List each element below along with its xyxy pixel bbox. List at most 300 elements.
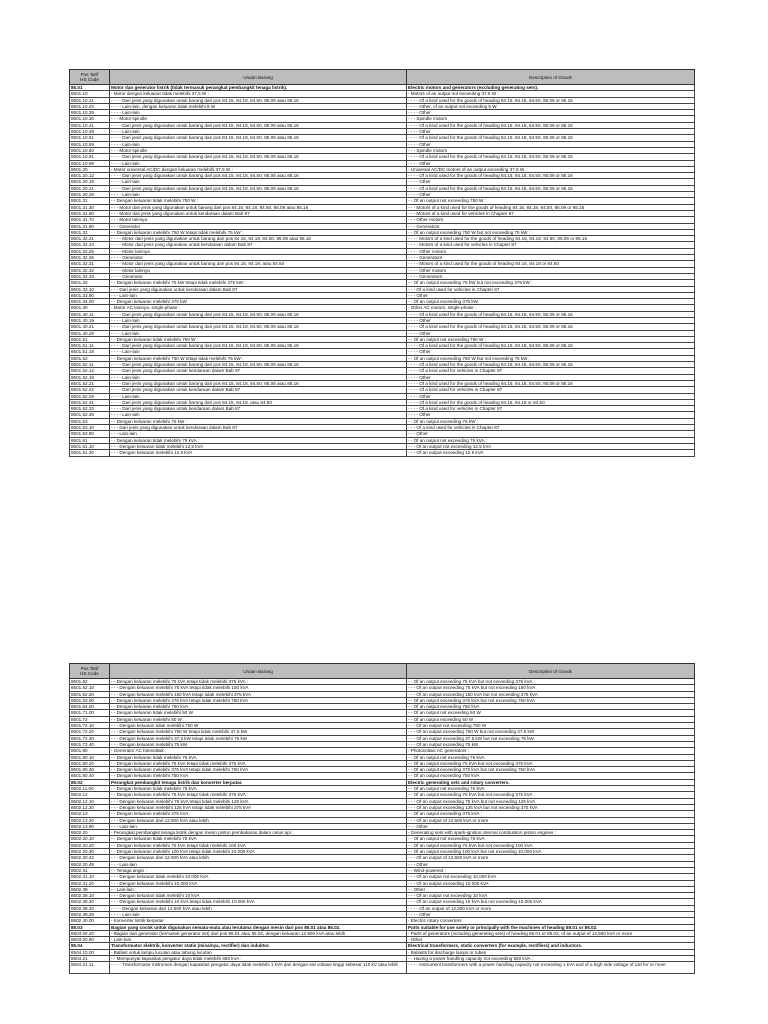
uraian-barang-cell: - - - - Lain-lain [110,179,407,185]
hs-code-cell: 8501.72.30 [70,735,110,741]
hs-code-cell: 8502.13 [70,811,110,817]
description-cell: - - - Spindle motors [407,116,695,122]
description-cell: - - - Of a kind used for vehicles in Chapter 87 [407,425,695,431]
tariff-sheet-page-1 [69,69,694,457]
hs-code-cell: 8501.10.49 [70,129,110,135]
description-cell: - - Of an output exceeding 750 W but not exceeding 75 kW : [407,229,695,235]
uraian-barang-cell: - - - Dengan keluaran melebihi 75 kW [110,741,407,747]
hs-code-cell: 8501.51 [70,336,110,342]
description-cell: - - Of an output exceeding 75 kW : [407,418,695,424]
description-cell: - - - - Of a kind used for the goods of heading 84.15, 84.18, 84.50, 85.09 or 85.16 [407,311,695,317]
uraian-barang-cell: - - - - Dari jenis yang digunakan untuk kendaraan dalam Bab 87 [110,406,407,412]
uraian-barang-cell: - - - - Dari jenis yang digunakan untuk barang dari pos 84.15, 84.18, 84.50, 85.09 atau 85.16 [110,135,407,141]
uraian-barang-cell: - - - Dengan keluaran tidak melebihi 12,5 kVA [110,443,407,449]
uraian-barang-cell: - - Lain-lain : [110,886,407,892]
hs-code-cell: 8502.13.20 [70,817,110,823]
hs-code-cell: 8501.31.80 [70,223,110,229]
uraian-barang-cell: - - - - Dari jenis yang digunakan untuk kendaraan dalam Bab 87 [110,368,407,374]
hs-code-cell: 8502.13.90 [70,823,110,829]
description-cell: - - Other : [407,886,695,892]
description-cell: - - Wind-powered : [407,867,695,873]
hs-code-cell: 8501.52.21 [70,380,110,386]
uraian-barang-cell: - - Dengan keluaran tidak melebihi 750 W : [110,198,407,204]
description-cell: - Other [407,937,695,943]
hs-code-cell: 8501.32.31 [70,261,110,267]
hs-code-cell: 8502.20.30 [70,849,110,855]
description-cell: - - - - Motors of a kind used for the goods of heading 84.15, 84.18, 84.50, 85.09 or 85.16 [407,236,695,242]
description-cell: Electric motors and generators (excluding generating sets). [407,85,695,91]
description-cell: - - - - Of a kind used for the goods of heading 84.15, 84.18, 84.50, 85.09 or 85.16 [407,324,695,330]
uraian-barang-cell: - Lain-lain [110,937,407,943]
description-cell: - - - - Other motors [407,248,695,254]
uraian-barang-cell: - - - Dengan keluaran melebihi 12,5 kVA [110,450,407,456]
uraian-barang-cell: - - Dengan keluaran melebihi 750 W tetapi tidak melebihi 75 kW : [110,229,407,235]
hs-code-cell: 8501.72.10 [70,723,110,729]
uraian-barang-cell: - - - - Lain-lain [110,160,407,166]
description-cell: - - - Of an output not exceeding 12.5 kVA [407,443,695,449]
uraian-barang-cell: - - - - Dari jenis yang digunakan untuk barang dari pos 84.15, 84.18, 84.50, 85.09 atau 85.16 [110,185,407,191]
description-cell: - - - Of an output exceeding 10,000 kVA [407,880,695,886]
description-cell: - - Of an output exceeding 75 kVA but not exceeding 375 kVA [407,760,695,766]
description-cell: - - - - Of a kind used for the goods of heading 84.15, 84.18, 84.50, 85.09 or 85.16 [407,343,695,349]
description-cell: - - Of an output exceeding 375 kW [407,299,695,305]
uraian-barang-cell: - - - - Dengan keluaran dari 12.500 kVA atau lebih [110,905,407,911]
hs-code-cell: 8504.10.00 [70,949,110,955]
hs-code-cell: 8502.39 [70,886,110,892]
hs-code-cell: 8501.31.70 [70,217,110,223]
description-cell: - Electric rotary converters [407,918,695,924]
description-cell: - - - - Motors of a kind used for the goods of heading 84.15, 84.18 or 84.50 [407,261,695,267]
hs-code-cell: 8501.52.12 [70,368,110,374]
uraian-barang-cell: - - Dengan keluaran tidak melebihi 75 kVA [110,786,407,792]
description-cell: - Motors of an output not exceeding 37.5 W : [407,91,695,97]
description-cell: - Generating sets with spark-ignition internal combustion piston engines : [407,830,695,836]
uraian-barang-cell: - - - - Dari jenis yang digunakan untuk kendaraan dalam Bab 87 [110,387,407,393]
description-cell: - - Of an output exceeding 750 kVA [407,773,695,779]
hs-code-cell: 8501.10.51 [70,135,110,141]
hs-code-cell: 8501.20.21 [70,185,110,191]
hs-code-cell: 8501.20.12 [70,173,110,179]
uraian-barang-cell: - - - Motor lainnya [110,217,407,223]
header-description-of-goods: Description of Goods [407,664,695,679]
hs-code-cell: 8501.10.30 [70,116,110,122]
description-cell: - - - - Of a kind used for the goods of heading 84.15, 84.18, 84.50, 85.09 or 85.16 [407,362,695,368]
uraian-barang-cell: - Bagian dari generator (termasuk generator set) dari pos 85.01 atau 85.02, dengan keluaran 12.500 kVA atau lebih [110,930,407,936]
hs-code-cell: 8501.52.32 [70,406,110,412]
uraian-barang-cell: - - - Dengan keluaran melebihi 125 kVA tetapi tidak melebihi 375 kVA [110,804,407,810]
hs-code-cell: 8502.20.10 [70,836,110,842]
description-cell: - - - - Other [407,179,695,185]
description-cell: - - Of an output exceeding 375 kVA but not exceeding 750 kVA [407,767,695,773]
uraian-barang-cell: - - - Lain-lain [110,431,407,437]
hs-code-cell: 8501.10.21 [70,97,110,103]
hs-code-cell: 8501.52.22 [70,387,110,393]
description-cell: - - - - Generators [407,255,695,261]
uraian-barang-cell: - - Dengan keluaran tidak melebihi 50 W [110,710,407,716]
description-cell: - - Of an output exceeding 750 kVA [407,704,695,710]
description-cell: - - - Of an output not exceeding 10 kVA [407,893,695,899]
hs-code-cell: 8501.31 [70,198,110,204]
description-cell: - - Of an output exceeding 75 kW but not exceeding 375 kW : [407,280,695,286]
hs-code-cell: 85.02 [70,779,110,785]
description-cell: - - - Other [407,823,695,829]
uraian-barang-cell: - - Dengan keluaran melebihi 75 kVA tetapi tidak melebihi 100 kVA [110,842,407,848]
description-cell: - Parts of generators (including generating sets) of heading 85.01 or 85.02, of an output of 12,500 kVA or more [407,930,695,936]
hs-code-cell: 8501.10.99 [70,160,110,166]
description-cell: - - - Motors of a kind used for vehicles in Chapter 87 [407,210,695,216]
description-cell: - - - Of an output exceeding 75 kVA but not exceeding 150 kVA [407,685,695,691]
description-cell: - - Of an output exceeding 75 kVA but not exceeding 375 kVA : [407,679,695,685]
hs-code-cell: 8502.20.20 [70,842,110,848]
hs-code-cell: 8501.80.10 [70,754,110,760]
uraian-barang-cell: - - - - Lain-lain [110,110,407,116]
description-cell: - - Of an output not exceeding 750 W : [407,198,695,204]
uraian-barang-cell: - - - - Lain-lain [110,141,407,147]
description-cell: - - - Of an output exceeding 75 kW [407,741,695,747]
uraian-barang-cell: - - - Dengan keluaran melebihi 150 kVA tetapi tidak melebihi 375 kVA [110,691,407,697]
description-cell: - - - - Of a kind used for vehicles in Chapter 87 [407,387,695,393]
hs-code-cell: 8501.34.00 [70,299,110,305]
hs-code-cell: 8501.51.11 [70,343,110,349]
uraian-barang-cell: - - Dengan keluaran melebihi 750 kVA [110,704,407,710]
hs-code-cell: 8501.20 [70,166,110,172]
uraian-barang-cell: - - - - Lain-lain, dengan keluaran tidak melebihi 5 W [110,103,407,109]
uraian-barang-cell: - - - - Dari jenis yang digunakan untuk barang dari pos 84.15, 84.18, atau 84.50 [110,399,407,405]
uraian-barang-cell: - - - - Motor dari jenis yang digunakan untuk kendaraan dalam Bab 87 [110,242,407,248]
hs-code-cell: 8502.31.20 [70,880,110,886]
uraian-barang-cell: - - - - Dari jenis yang digunakan untuk barang dari pos 84.15, 84.18, 84.50, 85.09 atau 85.16 [110,154,407,160]
uraian-barang-cell: Transformator elektrik, konverter statis (misalnya, rectifier) dan induktor. [110,943,407,949]
hs-code-cell: 8501.72.20 [70,729,110,735]
tariff-sheet-page-2 [69,663,694,974]
description-cell: - - Of an output not exceeding 50 W [407,710,695,716]
description-cell: - - - - Of a kind used for the goods of heading 84.15, 84.18, 84.50, 85.09 or 85.16 [407,135,695,141]
hs-code-cell: 8502.31 [70,867,110,873]
hs-code-cell: 8501.10 [70,91,110,97]
uraian-barang-cell: - Perangkat pembangkit tenaga listrik dengan mesin piston pembakaran dalam cetus api : [110,830,407,836]
hs-code-cell: 8504.21 [70,956,110,962]
description-cell: - - - - Instrument transformers with a power handling capacity not exceeding 1 kVA and of a high side voltage of 110 kV or more [407,962,695,974]
uraian-barang-cell: - - - - Dari jenis yang digunakan untuk barang dari pos 84.15, 84.18, 84.50, 85.09 atau 85.16 [110,173,407,179]
uraian-barang-cell: - - Dengan keluaran melebihi 75 kW : [110,418,407,424]
description-cell: - - - Of an output not exceeding 750 W [407,723,695,729]
description-cell: - - - Other [407,861,695,867]
hs-code-cell: 8502.12 [70,792,110,798]
description-cell: - - - Of a kind used for vehicles in Chapter 87 [407,286,695,292]
uraian-barang-cell: - - - Dengan keluaran melebihi 10 kVA tetapi tidak melebihi 10.000 kVA [110,899,407,905]
uraian-barang-cell: - - - - Dari jenis yang digunakan untuk barang dari pos 84.15, 84.18, 84.50, 85.09 atau 85.16 [110,324,407,330]
hs-code-cell: 8501.51.19 [70,349,110,355]
hs-code-cell: 8501.10.59 [70,141,110,147]
uraian-barang-cell: - - - Dengan keluaran melebihi 75 kVA tetapi tidak melebihi 150 kVA [110,685,407,691]
hs-code-cell: 8501.63.00 [70,697,110,703]
uraian-barang-cell: - - - - Lain-lain [110,330,407,336]
description-cell: - Universal AC/DC motors of an output exceeding 37.5 W : [407,166,695,172]
hs-code-cell: 8501.53.10 [70,425,110,431]
description-cell: - - Of an output exceeding 750 W but not exceeding 75 kW : [407,355,695,361]
uraian-barang-cell: - - - Dengan keluaran melebihi 37,5 kW tetapi tidak melebihi 75 kW [110,735,407,741]
tariff-table-1 [69,69,695,457]
description-cell: - - - - Other [407,141,695,147]
hs-code-cell: 85.01 [70,85,110,91]
hs-code-cell: 8501.32.33 [70,273,110,279]
description-cell: - - Of an output exceeding 50 W : [407,716,695,722]
uraian-barang-cell: - - - Lain-lain [110,292,407,298]
hs-code-cell: 8501.61.10 [70,443,110,449]
hs-code-cell: 8501.10.22 [70,103,110,109]
hs-code-cell: 8502.20.49 [70,861,110,867]
description-cell: - - - Of an output exceeding 75 kVA but not exceeding 125 kVA [407,798,695,804]
uraian-barang-cell: - - - Motor dari jenis yang digunakan untuk kendaraan dalam Bab 87 [110,210,407,216]
tariff-table-1-body [70,85,695,457]
uraian-barang-cell: - - - - Lain-lain [110,412,407,418]
description-cell: - - Of an output exceeding 375 kVA but not exceeding 750 kVA [407,697,695,703]
hs-code-cell: 8501.71.00 [70,710,110,716]
uraian-barang-cell: - - - Motor spindle [110,147,407,153]
description-cell: - - - - Other [407,129,695,135]
description-cell: - - - - Of a kind used for the goods of heading 84.15, 84.18, 84.50, 85.09 or 85.16 [407,97,695,103]
uraian-barang-cell: - - - - Dari jenis yang digunakan untuk barang dari pos 84.15, 84.18, 84.50, 85.09 atau 85.16 [110,97,407,103]
uraian-barang-cell: - - - Dengan keluaran dari 12.500 kVA atau lebih [110,817,407,823]
hs-code-cell: 8501.40.19 [70,317,110,323]
description-cell: - - - Motors of a kind used for the goods of heading 84.15, 84.18, 84.50, 85.09 or 85.16 [407,204,695,210]
hs-code-cell: 8501.80 [70,748,110,754]
description-cell: - - Of an output exceeding 75 kVA but not exceeding 375 kVA : [407,792,695,798]
hs-code-cell: 8501.40.29 [70,330,110,336]
description-cell: - - Of an output exceeding 100 kVA but not exceeding 10,000 kVA [407,849,695,855]
description-cell: - - - - Other [407,374,695,380]
uraian-barang-cell: - - - Dengan keluaran melebihi 10.000 kVA [110,880,407,886]
uraian-barang-cell: - - Dengan keluaran tidak melebihi 75 kVA [110,836,407,842]
uraian-barang-cell: - - Mempunyai kapasitas pengatur daya tidak melebihi 650 kVA : [110,956,407,962]
uraian-barang-cell: - - Dengan keluaran melebihi 75 kVA tetapi tidak melebihi 375 kVA [110,760,407,766]
table-row [70,450,695,456]
uraian-barang-cell: - - - - Motor lainnya [110,267,407,273]
header-description-of-goods: Description of Goods [407,70,695,85]
uraian-barang-cell: - - - Motor spindle [110,116,407,122]
hs-code-cell: 8501.32.24 [70,242,110,248]
description-cell: - - - - Other [407,393,695,399]
hs-code-cell: 8501.32.25 [70,248,110,254]
description-cell: - - Of an output not exceeding 75 kVA [407,754,695,760]
hs-code-cell: 8502.31.10 [70,874,110,880]
hs-code-cell: 8501.10.29 [70,110,110,116]
uraian-barang-cell: - - - - Dari jenis yang digunakan untuk barang dari pos 84.15, 84.18, 84.50, 85.09 atau 85.16 [110,311,407,317]
uraian-barang-cell: - - Tenaga angin : [110,867,407,873]
uraian-barang-cell: - - - Dengan keluaran melebihi 75 kVA tetapi tidak melebihi 125 kVA [110,798,407,804]
hs-code-cell: 8501.31.60 [70,210,110,216]
hs-code-cell: 8502.12.10 [70,798,110,804]
hs-code-cell: 8502.11.00 [70,786,110,792]
hs-code-cell: 8501.53.90 [70,431,110,437]
uraian-barang-cell: - - - - Dari jenis yang digunakan untuk barang dari pos 84.15, 84.18, 84.50, 85.09 atau 85.16 [110,122,407,128]
hs-code-cell: 8501.33 [70,280,110,286]
hs-code-cell: 8501.31.30 [70,204,110,210]
hs-code-cell: 8501.10.91 [70,154,110,160]
hs-code-cell: 8501.53 [70,418,110,424]
hs-code-cell: 8501.32.26 [70,255,110,261]
hs-code-cell: 8503.00.20 [70,930,110,936]
uraian-barang-cell: - - Dengan keluaran melebihi 75 kW tetapi tidak melebihi 375 kW : [110,280,407,286]
uraian-barang-cell: Bagian yang cocok untuk digunakan semata-mata atau terutama dengan mesin dari pos 85.01 atau 85.02. [110,924,407,930]
hs-code-cell: 8501.52.39 [70,412,110,418]
uraian-barang-cell: - - - - Lain-lain [110,317,407,323]
description-cell: Electrical transformers, static converters (for example, rectifiers) and inductors. [407,943,695,949]
description-cell: - - - - Other [407,317,695,323]
hs-code-cell: 85.04 [70,943,110,949]
hs-code-cell: 8501.80.40 [70,773,110,779]
description-cell: - - - Of an output exceeding 150 kVA but not exceeding 375 kVA [407,691,695,697]
hs-code-cell: 8502.39.20 [70,899,110,905]
hs-code-cell: 8501.62 [70,679,110,685]
uraian-barang-cell: - - - - Motor dari jenis yang digunakan untuk barang dari pos 84.15, 84.18, 84.50, 85.09 atau 85.16 [110,236,407,242]
table-row [70,962,695,974]
uraian-barang-cell: - - - - Motor lainnya [110,248,407,254]
hs-code-cell: 8501.32.32 [70,267,110,273]
description-cell: - - - - Of a kind used for vehicles in Chapter 87 [407,406,695,412]
hs-code-cell: 8501.10.60 [70,147,110,153]
uraian-barang-cell: - - - Dengan keluaran tidak melebihi 10 kVA [110,893,407,899]
description-cell: - - Of an output not exceeding 75 kVA [407,786,695,792]
hs-code-cell: 8502.12.20 [70,804,110,810]
hs-code-cell: 8501.20.19 [70,179,110,185]
hs-code-cell: 8501.61.20 [70,450,110,456]
description-cell: - - - Of an output exceeding 37.5 kW but not exceeding 75 kW [407,735,695,741]
uraian-barang-cell: - - Dengan keluaran melebihi 75 kVA tetapi tidak melebihi 375 kVA : [110,679,407,685]
hs-code-cell: 8501.80.30 [70,767,110,773]
uraian-barang-cell: - - - - Lain-lain [110,393,407,399]
table-header-row [70,664,695,679]
uraian-barang-cell: - - - Lain-lain [110,823,407,829]
uraian-barang-cell: - Konverter listrik berputar [110,918,407,924]
description-cell: - - Having a power handling capacity not exceeding 650 kVA : [407,956,695,962]
uraian-barang-cell: - Motor AC lainnya, single-phase : [110,305,407,311]
hs-code-cell: 8501.32 [70,229,110,235]
tariff-table-2 [69,663,695,974]
description-cell: - - - - Of a kind used for the goods of heading 84.15, 84.18 or 84.50 [407,399,695,405]
header-hs-code: Pos Tarif HS Code [70,70,110,85]
uraian-barang-cell: - - Dengan keluaran tidak melebihi 750 W : [110,336,407,342]
uraian-barang-cell: - - - - Lain-lain [110,192,407,198]
description-cell: - - - Other motors [407,217,695,223]
description-cell: - - - - Other motors [407,267,695,273]
hs-code-cell: 8504.21.11 [70,962,110,974]
description-cell: - - - - Other, of an output not exceeding 5 W [407,103,695,109]
uraian-barang-cell: - - - - Motor dari jenis yang digunakan untuk barang dari pos 84.15, 84.18, atau 84.50 [110,261,407,267]
uraian-barang-cell: - - Dengan keluaran melebihi 750 kVA [110,773,407,779]
description-cell: - - - - Other [407,349,695,355]
hs-code-cell: 8501.62.20 [70,691,110,697]
uraian-barang-cell: - - - Dengan keluaran tidak melebihi 750 W [110,723,407,729]
description-cell: - - - Other [407,431,695,437]
description-cell: - - - - Other [407,911,695,917]
hs-code-cell: 8501.52.29 [70,393,110,399]
uraian-barang-cell: - - - Dengan keluaran tidak melebihi 10.000 kVA [110,874,407,880]
uraian-barang-cell: - - - Lain-lain [110,861,407,867]
description-cell: - Other AC motors, single-phase : [407,305,695,311]
uraian-barang-cell: - - - - Dari jenis yang digunakan untuk barang dari pos 84.15, 84.18, 84.50, 85.09 atau 85.16 [110,380,407,386]
hs-code-cell: 8501.40.21 [70,324,110,330]
uraian-barang-cell: - - - - Lain-lain [110,374,407,380]
uraian-barang-cell: - - - - Generator [110,255,407,261]
description-cell: - - Of an output exceeding 375 kVA : [407,811,695,817]
description-cell: - - Of an output not exceeding 75 kVA : [407,437,695,443]
description-cell: - - - - Of a kind used for the goods of heading 84.15, 84.18, 84.50, 85.09 or 85.16 [407,154,695,160]
description-cell: - - - - Other [407,160,695,166]
uraian-barang-cell: - - Dengan keluaran melebihi 375 kVA : [110,811,407,817]
description-cell: - - - Of an output exceeding 125 kVA but not exceeding 375 kVA [407,804,695,810]
uraian-barang-cell: - - - Dengan keluaran dari 12.500 kVA atau lebih [110,855,407,861]
hs-code-cell: 8501.72 [70,716,110,722]
uraian-barang-cell: - - - Motor dari jenis yang digunakan untuk barang dari pos 84.15, 84.18, 84.50, 85.09 atau 85.16 [110,204,407,210]
hs-code-cell: 8501.33.10 [70,286,110,292]
uraian-barang-cell: - - - - Transformator instrumen dengan kapasitas pengatur daya tidak melebihi 1 kVA dan dengan sisi voltase tinggi sebesar 110 kV atau lebih [110,962,407,974]
uraian-barang-cell: - - Dengan keluaran melebihi 100 kVA tetapi tidak melebihi 10.000 kVA [110,849,407,855]
hs-code-cell: 8502.20 [70,830,110,836]
hs-code-cell: 8501.52.31 [70,399,110,405]
description-cell: Electric generating sets and rotary converters. [407,779,695,785]
hs-code-cell: 85.03 [70,924,110,930]
table-header-row [70,70,695,85]
uraian-barang-cell: - - - - Dari jenis yang digunakan untuk barang dari pos 84.15, 84.18, 84.50, 85.09 atau 85.16 [110,343,407,349]
description-cell: - - - Of an output exceeding 750 W but not exceeding 37.5 kW [407,729,695,735]
description-cell: - - Of an output exceeding 75 kVA but not exceeding 100 kVA [407,842,695,848]
description-cell: Parts suitable for use solely or principally with the machines of heading 85.01 or 85.02. [407,924,695,930]
hs-code-cell: 8501.10.41 [70,122,110,128]
hs-code-cell: 8502.40.00 [70,918,110,924]
hs-code-cell: 8503.00.90 [70,937,110,943]
header-uraian-barang: Uraian Barang [110,664,407,679]
header-hs-code: Pos Tarif HS Code [70,664,110,679]
hs-code-cell: 8502.39.39 [70,911,110,917]
description-cell: - - - - Other [407,110,695,116]
uraian-barang-cell: - Motor universal AC/DC dengan keluaran melebihi 37,5 W : [110,166,407,172]
uraian-barang-cell: - - Dengan keluaran melebihi 75 kVA tetapi tidak melebihi 375 kVA : [110,792,407,798]
hs-code-cell: 8501.40 [70,305,110,311]
uraian-barang-cell: - - - - Generator [110,273,407,279]
hs-code-cell: 8501.40.11 [70,311,110,317]
description-cell: - Photovoltaic AC generators : [407,748,695,754]
hs-code-cell: 8501.62.10 [70,685,110,691]
uraian-barang-cell: - Generator AC fotovoltaik : [110,748,407,754]
uraian-barang-cell: - - - - Lain-lain [110,911,407,917]
description-cell: - - - Other [407,292,695,298]
description-cell: - - - Generators [407,223,695,229]
hs-code-cell: 8501.33.90 [70,292,110,298]
description-cell: - - Of an output not exceeding 750 W : [407,336,695,342]
hs-code-cell: 8501.72.40 [70,741,110,747]
header-uraian-barang: Uraian Barang [110,70,407,85]
hs-code-cell: 8501.32.21 [70,236,110,242]
tariff-table-2-body [70,679,695,974]
hs-code-cell: 8501.52.11 [70,362,110,368]
description-cell: - - - - Of a kind used for the goods of heading 84.15, 84.18, 84.50, 85.09 or 85.16 [407,122,695,128]
uraian-barang-cell: - - - Generator [110,223,407,229]
hs-code-cell: 8502.39.10 [70,893,110,899]
uraian-barang-cell: - - Dengan keluaran melebihi 750 W tetapi tidak melebihi 75 kW : [110,355,407,361]
uraian-barang-cell: - Motor dengan keluaran tidak melebihi 37,5 W : [110,91,407,97]
hs-code-cell: 8501.52.19 [70,374,110,380]
hs-code-cell: 8501.52 [70,355,110,361]
description-cell: - - - Of an output exceeding 10 kVA but not exceeding 10,000 kVA [407,899,695,905]
uraian-barang-cell: Motor dan generator listrik (tidak termasuk perangkat pembangkit tenaga listrik). [110,85,407,91]
description-cell: - - - - Motors of a kind used for vehicles in Chapter 87 [407,242,695,248]
description-cell: - - - - Of a kind used for the goods of heading 84.15, 84.18, 84.50, 85.09 or 85.16 [407,185,695,191]
description-cell: - - - Of an output exceeding 12.5 kVA [407,450,695,456]
uraian-barang-cell: - - Dengan keluaran tidak melebihi 75 kVA [110,754,407,760]
hs-code-cell: 8501.64.00 [70,704,110,710]
description-cell: - - - Of an output not exceeding 10,000 kVA [407,874,695,880]
